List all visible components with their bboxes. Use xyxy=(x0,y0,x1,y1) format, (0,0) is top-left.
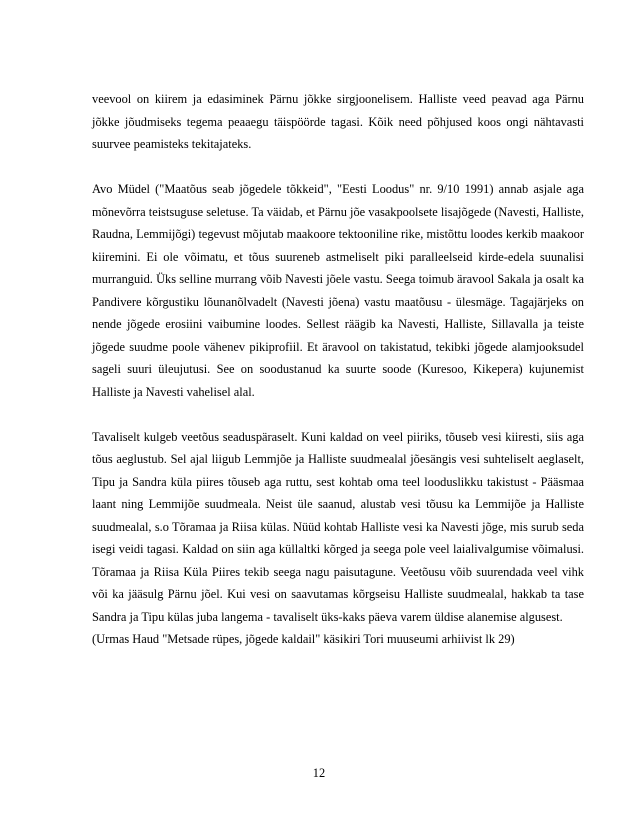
source-citation: (Urmas Haud "Metsade rüpes, jõgede kaldail" käsikiri Tori muuseumi arhiivist lk 29) xyxy=(92,632,515,646)
body-text xyxy=(92,88,584,651)
paragraph-2: Avo Müdel ("Maatõus seab jõgedele tõkkeid", "Eesti Loodus" nr. 9/10 1991) annab asjale aga mõnevõrra teistsuguse seletuse. Ta väidab, et Pärnu jõe vasakpoolsete lisajõgede (Navesti, Halliste, Raudna, Lemmijõgi) tegevust mõjutab maakoore tektooniline rike, mistõttu loodes kerkib maakoor kiiremini. Ei ole võimatu, et tõus suureneb astmeliselt piki paralleelseid kirde-edela suunalisi murranguid. Üks selline murrang võib Navesti jõele vastu. Seega toimub äravool Sakala ja osalt ka Pandivere kõrgustiku lõunanõlvadelt (Navesti jõena) vastu maatõusu - ülesmäge. Tagajärjeks on nende jõgede erosiini vaibumine loodes. Sellest räägib ka Navesti, Halliste, Sillavalla ja teiste jõgede suudme poole vähenev pikiprofiil. Et äravool on takistatud, tekibki jõgede alamjooksudel sageli suuri üleujutusi. See on soodustanud ka suurte soode (Kuresoo, Kikepera) kujunemist Halliste ja Navesti vahelisel alal. xyxy=(92,182,584,399)
paragraph-1: veevool on kiirem ja edasiminek Pärnu jõkke sirgjoonelisem. Halliste veed peavad aga Pärnu jõkke jõudmiseks tegema peaaegu täispöörde tagasi. Kõik need põhjused koos ongi nähtavasti suurvee peamisteks tekitajateks. xyxy=(92,92,584,151)
page-number: 12 xyxy=(312,766,326,780)
paragraph-3: Tavaliselt kulgeb veetõus seaduspäraselt. Kuni kaldad on veel piiriks, tõuseb vesi kiiresti, siis aga tõus aeglustub. Sel ajal liigub Lemmjõe ja Halliste suudmealal jõesängis vesi suhteliselt aeglaselt, Tipu ja Sandra küla piires tõuseb aga ruttu, sest kohtab oma teel looduslikku takistust - Pääsmaa laant ning Lemmijõe suudmeala. Neist üle saanud, alustab vesi tõusu ka Lemmijõe ja Halliste suudmealal, s.o Tõramaa ja Riisa külas. Nüüd kohtab Halliste vesi ka Navesti jõge, mis surub seda isegi veidi tagasi. Kaldad on siin aga küllaltki kõrged ja seega pole veel laialivalgumise võimalusi. Tõramaa ja Riisa Küla Piires tekib seega nagu paisutagune. Veetõusu võib suurendada veel vihk või ka jääsulg Pärnu jõel. Kui vesi on saavutamas kõrgseisu Halliste suudmealal, hakkab ta tase Sandra ja Tipu külas juba langema - tavaliselt üks-kaks päeva varem üldise alanemise algusest. xyxy=(92,429,584,624)
